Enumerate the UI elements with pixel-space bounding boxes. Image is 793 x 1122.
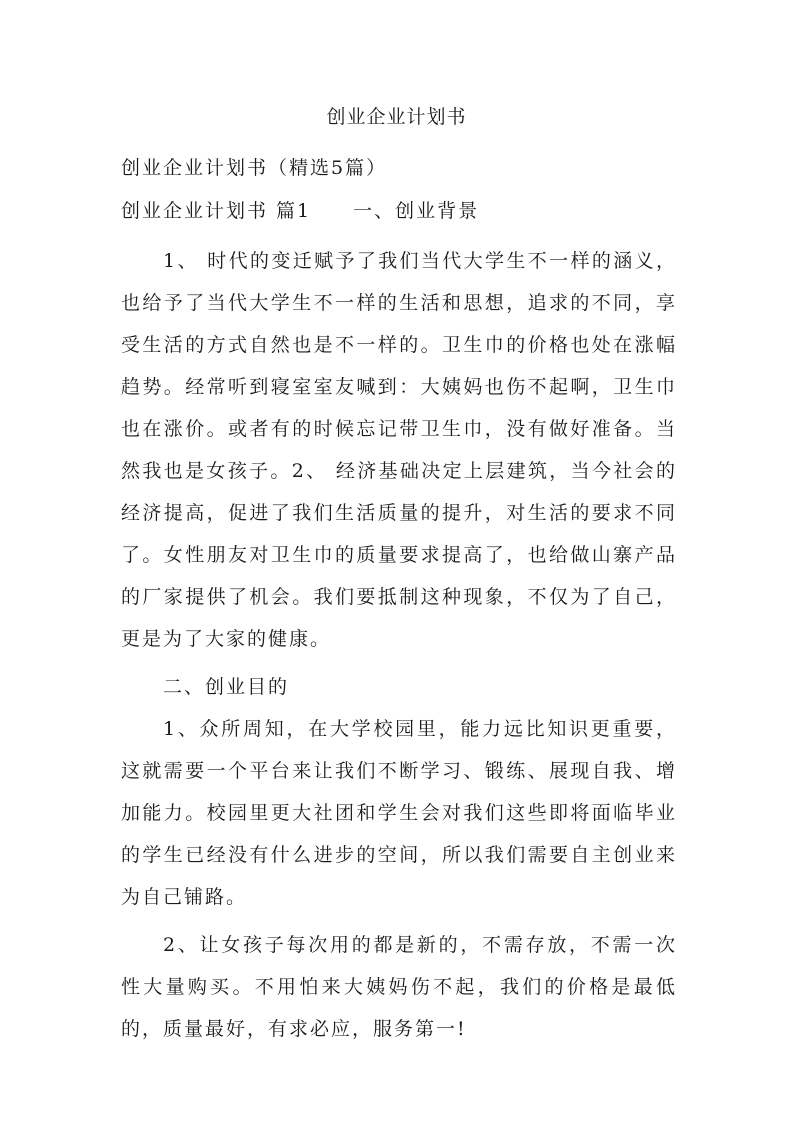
- document-title: 创业企业计划书: [326, 106, 467, 128]
- document-body: [121, 154, 677, 1050]
- part-title: 创业企业计划书 篇1: [121, 200, 312, 222]
- document-subtitle: 创业企业计划书（精选5篇）: [121, 157, 388, 179]
- background-paragraph: 1、 时代的变迁赋予了我们当代大学生不一样的涵义，也给予了当代大学生不一样的生活和思想，追求的不同，享受生活的方式自然也是不一样的。卫生巾的价格也处在涨幅趋势。经常听到寝室室友喊到：大姨妈也伤不起啊，卫生巾也在涨价。或者有的时候忘记带卫生巾，没有做好准备。当然我也是女孩子。2、 经济基础决定上层建筑，当今社会的经济提高，促进了我们生活质量的提升，对生活的要求不同了。女性朋友对卫生巾的质量要求提高了，也给做山寨产品的厂家提供了机会。我们要抵制这种现象，不仅为了自己，更是为了大家的健康。: [121, 250, 677, 650]
- purpose-paragraph-2: 2、让女孩子每次用的都是新的，不需存放，不需一次性大量购买。不用怕来大姨妈伤不起，我们的价格是最低的，质量最好，有求必应，服务第一!: [121, 934, 677, 1040]
- purpose-heading: 二、创业目的: [163, 676, 290, 698]
- purpose-paragraph-1: 1、众所周知，在大学校园里，能力远比知识更重要，这就需要一个平台来让我们不断学习、锻练、展现自我、增加能力。校园里更大社团和学生会对我们这些即将面临毕业的学生已经没有什么进步的空间，所以我们需要自主创业来为自己铺路。: [121, 718, 677, 908]
- section-line: [121, 197, 677, 225]
- background-heading: 一、创业背景: [353, 200, 480, 222]
